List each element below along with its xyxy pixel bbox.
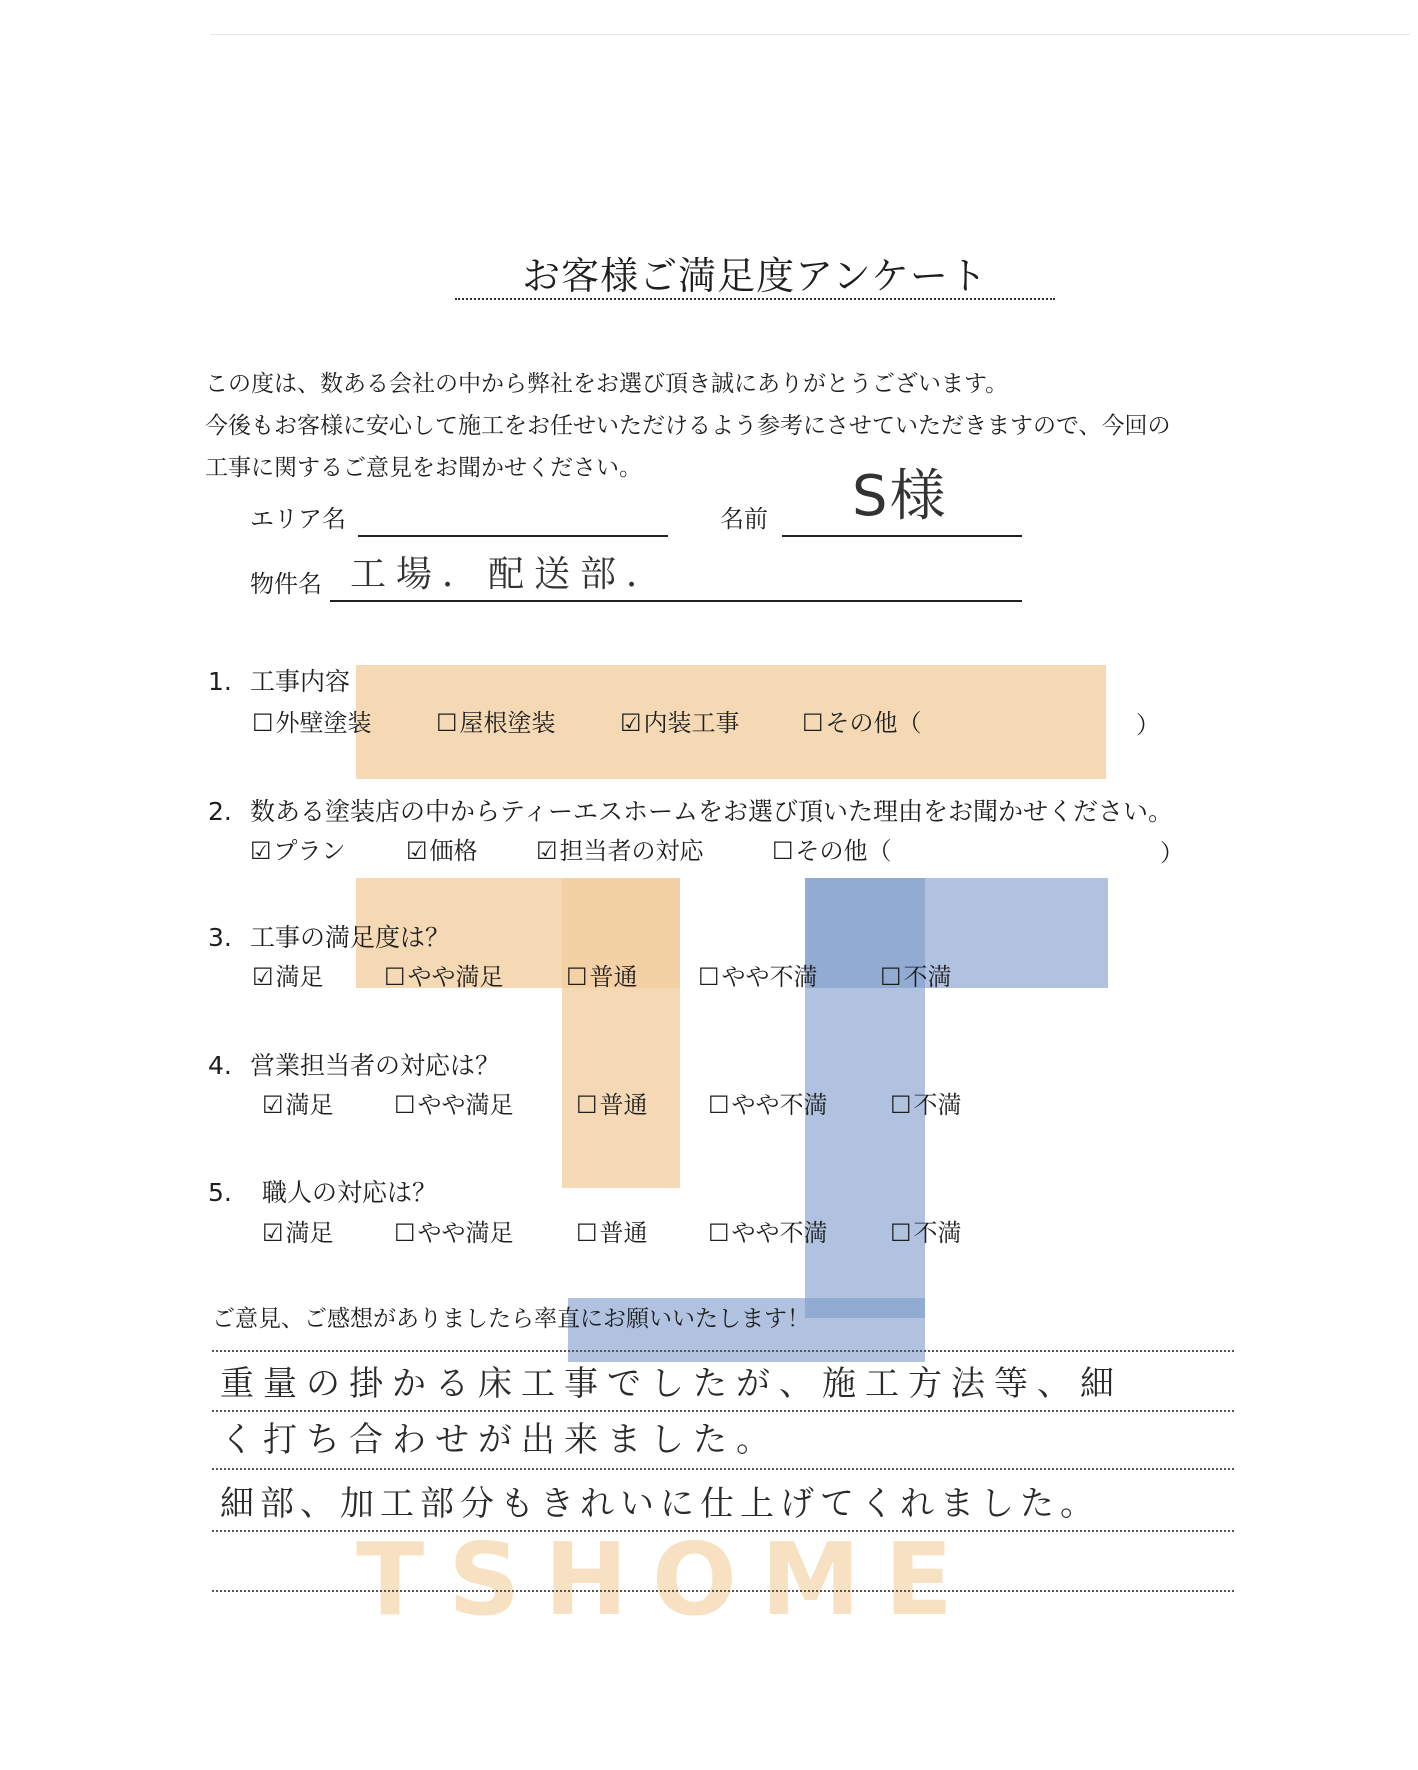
intro-line-1: この度は、数ある会社の中から弊社をお選び頂き誠にありがとうございます。 (205, 371, 1009, 397)
checkbox-icon[interactable]: ☐ (698, 963, 720, 991)
q1-text: 工事内容 (250, 667, 351, 696)
checkbox-icon[interactable]: ☐ (890, 1219, 912, 1247)
checkbox-icon[interactable]: ☐ (802, 709, 824, 737)
checkbox-checked-icon[interactable]: ☑ (252, 963, 274, 991)
q2-other-close-paren: ） (1160, 839, 1184, 867)
q3-option-dissatisfied[interactable]: ☐不満 (880, 960, 952, 994)
comment-rule-5 (212, 1590, 1234, 1592)
q5-option-somewhat-dissatisfied[interactable]: ☐やや不満 (708, 1216, 828, 1250)
checkbox-checked-icon[interactable]: ☑ (262, 1219, 284, 1247)
q5-option-neutral[interactable]: ☐普通 (576, 1216, 648, 1250)
checkbox-checked-icon[interactable]: ☑ (250, 837, 272, 865)
comment-line-2: く打ち合わせが出来ました。 (220, 1420, 779, 1460)
checkbox-icon[interactable]: ☐ (252, 709, 274, 737)
q3-text: 工事の満足度は？ (250, 923, 451, 952)
q2-option-price[interactable]: ☑価格 (406, 834, 478, 868)
q3-option-somewhat-dissatisfied[interactable]: ☐やや不満 (698, 960, 818, 994)
checkbox-icon[interactable]: ☐ (566, 963, 588, 991)
comment-line-1: 重量の掛かる床工事でしたが、施工方法等、細 (220, 1364, 1123, 1404)
q4-text: 営業担当者の対応は？ (250, 1051, 501, 1080)
checkbox-icon[interactable]: ☐ (576, 1219, 598, 1247)
q5-text: 職人の対応は？ (262, 1178, 438, 1207)
checkbox-icon[interactable]: ☐ (708, 1219, 730, 1247)
name-label: 名前 (720, 505, 768, 533)
scan-edge-line (210, 34, 1410, 35)
page-title: お客様ご満足度アンケート (522, 254, 988, 298)
q3-option-satisfied[interactable]: ☑満足 (252, 960, 324, 994)
property-field-line[interactable] (330, 600, 1022, 602)
q2-option-other[interactable]: ☐その他（ (772, 834, 892, 868)
area-field-line[interactable] (358, 535, 668, 537)
checkbox-icon[interactable]: ☐ (394, 1219, 416, 1247)
comment-rule-3 (212, 1468, 1234, 1470)
checkbox-icon[interactable]: ☐ (436, 709, 458, 737)
q1-option-roof[interactable]: ☐屋根塗装 (436, 706, 556, 740)
q4-option-somewhat-dissatisfied[interactable]: ☐やや不満 (708, 1088, 828, 1122)
q4-option-somewhat-satisfied[interactable]: ☐やや満足 (394, 1088, 514, 1122)
intro-line-2: 今後もお客様に安心して施工をお任せいただけるよう参考にさせていただきますので、今回の (205, 413, 1171, 439)
q2-option-staff[interactable]: ☑担当者の対応 (536, 834, 704, 868)
checkbox-icon[interactable]: ☐ (708, 1091, 730, 1119)
checkbox-icon[interactable]: ☐ (880, 963, 902, 991)
watermark-orange-stem (562, 878, 680, 1188)
q3-option-somewhat-satisfied[interactable]: ☐やや満足 (384, 960, 504, 994)
q5-option-somewhat-satisfied[interactable]: ☐やや満足 (394, 1216, 514, 1250)
q1-other-close-paren: ） (1136, 711, 1160, 739)
comments-prompt: ご意見、ご感想がありましたら率直にお願いいたします！ (212, 1306, 810, 1332)
comment-rule-4 (212, 1530, 1234, 1532)
q1-number: 1. (208, 667, 232, 696)
q4-option-satisfied[interactable]: ☑満足 (262, 1088, 334, 1122)
checkbox-icon[interactable]: ☐ (576, 1091, 598, 1119)
q5-number: 5. (208, 1178, 232, 1207)
watermark-logo-text: TSHOME (356, 1535, 977, 1625)
q2-number: 2. (208, 797, 232, 826)
checkbox-icon[interactable]: ☐ (890, 1091, 912, 1119)
comment-rule-2 (212, 1410, 1234, 1412)
checkbox-checked-icon[interactable]: ☑ (620, 709, 642, 737)
q5-option-dissatisfied[interactable]: ☐不満 (890, 1216, 962, 1250)
q1-option-other[interactable]: ☐その他（ (802, 706, 922, 740)
name-field-line[interactable] (782, 535, 1022, 537)
q3-number: 3. (208, 923, 232, 952)
checkbox-checked-icon[interactable]: ☑ (406, 837, 428, 865)
q4-number: 4. (208, 1051, 232, 1080)
checkbox-icon[interactable]: ☐ (384, 963, 406, 991)
q2-option-plan[interactable]: ☑プラン (250, 834, 346, 868)
q4-option-neutral[interactable]: ☐普通 (576, 1088, 648, 1122)
q5-option-satisfied[interactable]: ☑満足 (262, 1216, 334, 1250)
q4-option-dissatisfied[interactable]: ☐不満 (890, 1088, 962, 1122)
q3-option-neutral[interactable]: ☐普通 (566, 960, 638, 994)
property-label: 物件名 (250, 570, 322, 598)
q1-option-interior[interactable]: ☑内装工事 (620, 706, 740, 740)
checkbox-checked-icon[interactable]: ☑ (262, 1091, 284, 1119)
title-underline (455, 298, 1055, 300)
q1-option-exterior[interactable]: ☐外壁塗装 (252, 706, 372, 740)
checkbox-checked-icon[interactable]: ☑ (536, 837, 558, 865)
intro-line-3: 工事に関するご意見をお聞かせください。 (205, 455, 642, 481)
comment-line-3: 細部、加工部分もきれいに仕上げてくれました。 (220, 1484, 1100, 1524)
name-field-value: S様 (852, 464, 948, 529)
area-label: エリア名 (250, 505, 346, 533)
checkbox-icon[interactable]: ☐ (772, 837, 794, 865)
checkbox-icon[interactable]: ☐ (394, 1091, 416, 1119)
q2-text: 数ある塗装店の中からティーエスホームをお選び頂いた理由をお聞かせください。 (250, 797, 1174, 826)
comment-rule-1 (212, 1350, 1234, 1352)
property-field-value: 工場．配送部． (350, 554, 673, 595)
